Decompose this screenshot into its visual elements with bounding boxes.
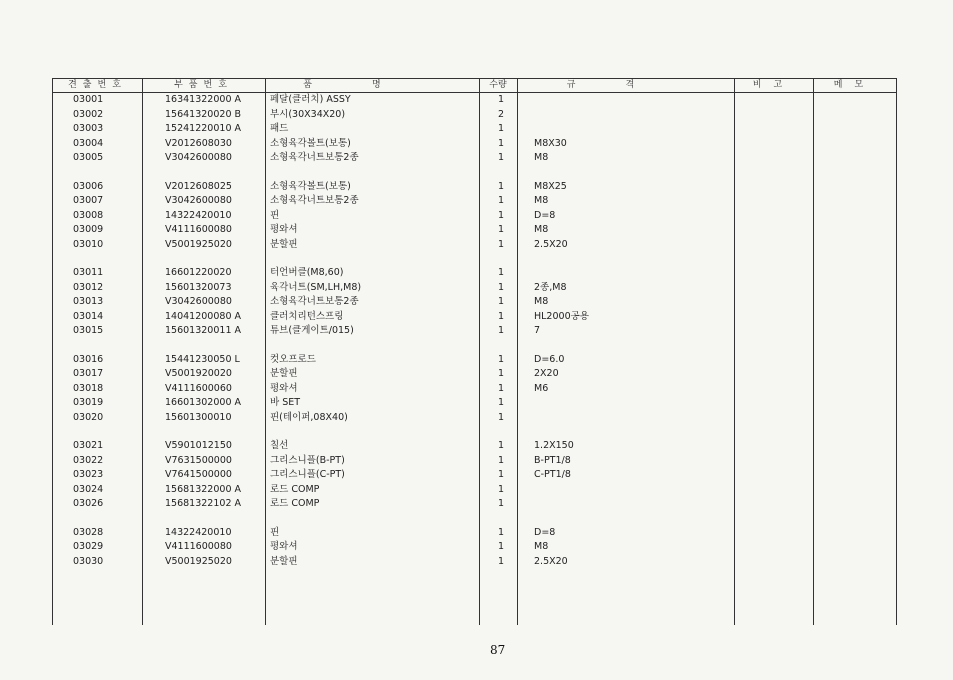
item-number: 03016 [73, 353, 104, 365]
item-number: 03029 [73, 541, 104, 552]
item-number: 03003 [73, 123, 104, 134]
part-name: 컷오프로드 [270, 353, 316, 365]
item-number: 03017 [73, 368, 104, 379]
table-row [53, 295, 896, 309]
quantity: 1 [497, 209, 505, 221]
specification: 1.2X150 [534, 440, 574, 451]
part-number: 14041200080 A [165, 310, 242, 322]
quantity: 1 [497, 353, 505, 365]
part-name: 칠선 [270, 440, 289, 451]
specification: M8 [534, 296, 549, 307]
table-row [53, 382, 896, 396]
part-number: 15601320011 A [165, 325, 242, 336]
part-name: 분할핀 [270, 368, 298, 379]
specification: M8 [534, 195, 549, 206]
item-number: 03004 [73, 137, 104, 149]
part-name: 핀(테이퍼,08X40) [270, 411, 348, 423]
item-number: 03021 [73, 440, 104, 451]
table-row [53, 353, 896, 367]
table-row [53, 266, 896, 280]
table-row [53, 194, 896, 208]
specification: 2종,M8 [534, 281, 567, 293]
quantity: 1 [497, 397, 505, 408]
item-number: 03023 [73, 469, 104, 480]
header-qty: 수량 [489, 80, 507, 90]
part-number: 15601300010 [165, 411, 232, 423]
specification: M8 [534, 541, 549, 552]
quantity: 1 [497, 541, 505, 552]
part-number: V2012608025 [165, 180, 232, 192]
part-name: 소형육각볼트(보통) [270, 180, 351, 192]
table-row [53, 137, 896, 151]
specification: M8 [534, 224, 549, 235]
quantity: 1 [497, 325, 505, 336]
table-row [53, 367, 896, 381]
part-name: 패드 [270, 123, 289, 134]
specification: M6 [534, 382, 549, 394]
part-name: 터언버클(M8,60) [270, 267, 344, 278]
item-number: 03024 [73, 483, 104, 495]
part-number: V7631500000 [165, 454, 232, 466]
specification: M8 [534, 152, 549, 163]
page-number: 87 [490, 643, 506, 657]
quantity: 1 [497, 310, 505, 322]
part-number: 15681322000 A [165, 483, 242, 495]
part-name: 그리스니플(B-PT) [270, 454, 345, 466]
part-name: 튜브(클게이트/015) [270, 325, 354, 336]
quantity: 1 [497, 382, 505, 394]
table-row [53, 310, 896, 324]
quantity: 1 [497, 296, 505, 307]
item-number: 03028 [73, 526, 104, 538]
table-row [53, 483, 896, 497]
table-row [53, 108, 896, 122]
header-memo: 메모 [833, 80, 876, 90]
specification: C-PT1/8 [534, 469, 571, 480]
table-row [53, 238, 896, 252]
table-row [53, 439, 896, 453]
specification: M8X30 [534, 137, 567, 149]
part-name: 바 SET [270, 397, 301, 408]
part-number: 16601302000 A [165, 397, 242, 408]
part-name: 핀 [270, 526, 280, 538]
part-name: 분할핀 [270, 238, 298, 250]
item-number: 03001 [73, 94, 104, 105]
part-name: 로드 COMP [270, 483, 320, 495]
item-number: 03007 [73, 195, 104, 206]
table-row [53, 122, 896, 136]
item-number: 03012 [73, 281, 104, 293]
item-number: 03014 [73, 310, 104, 322]
part-number: 15441230050 L [165, 353, 240, 365]
table-row [53, 324, 896, 338]
specification: D=8 [534, 526, 556, 538]
table-row [53, 411, 896, 425]
table-row [53, 468, 896, 482]
part-number: 15241220010 A [165, 123, 242, 134]
table-row [53, 540, 896, 554]
part-number: V4111600080 [165, 541, 232, 552]
specification: 2.5X20 [534, 238, 568, 250]
parts-table [52, 78, 897, 625]
quantity: 1 [497, 180, 505, 192]
part-number: V3042600080 [165, 195, 232, 206]
item-number: 03006 [73, 180, 104, 192]
quantity: 1 [497, 94, 505, 105]
part-name: 평와셔 [270, 224, 298, 235]
table-row [53, 497, 896, 511]
part-name: 소형육각너트보통2종 [270, 195, 359, 206]
quantity: 1 [497, 238, 505, 250]
part-number: V5001925020 [165, 238, 232, 250]
part-name: 소형육각너트보통2종 [270, 296, 359, 307]
item-number: 03022 [73, 454, 104, 466]
part-number: V3042600080 [165, 152, 232, 163]
part-name: 육각너트(SM,LH,M8) [270, 281, 362, 293]
item-number: 03005 [73, 152, 104, 163]
specification: B-PT1/8 [534, 454, 571, 466]
specification: M8X25 [534, 180, 567, 192]
part-name: 그리스니플(C-PT) [270, 469, 345, 480]
part-number: V3042600080 [165, 296, 232, 307]
item-number: 03013 [73, 296, 104, 307]
quantity: 1 [497, 123, 505, 134]
part-number: V4111600060 [165, 382, 232, 394]
quantity: 1 [497, 526, 505, 538]
item-number: 03018 [73, 382, 104, 394]
quantity: 1 [497, 137, 505, 149]
item-number: 03030 [73, 555, 104, 567]
part-name: 클러치리턴스프링 [270, 310, 344, 322]
table-row [53, 151, 896, 165]
table-row [53, 209, 896, 223]
quantity: 1 [497, 281, 505, 293]
part-number: 14322420010 [165, 526, 232, 538]
table-row [53, 93, 896, 107]
part-number: 16601220020 [165, 267, 232, 278]
header-item-no: 견출번호 [68, 80, 127, 90]
quantity: 1 [497, 454, 505, 466]
part-number: 15681322102 A [165, 498, 242, 509]
part-number: V2012608030 [165, 137, 232, 149]
table-row [53, 223, 896, 237]
item-number: 03019 [73, 397, 104, 408]
table-row [53, 396, 896, 410]
part-number: V5001925020 [165, 555, 232, 567]
item-number: 03009 [73, 224, 104, 235]
part-name: 핀 [270, 209, 280, 221]
quantity: 1 [497, 195, 505, 206]
quantity: 1 [497, 152, 505, 163]
item-number: 03008 [73, 209, 104, 221]
part-name: 소형육각너트보통2종 [270, 152, 359, 163]
part-name: 부시(30X34X20) [270, 108, 346, 120]
specification: D=6.0 [534, 353, 565, 365]
part-number: 16341322000 A [165, 94, 242, 105]
item-number: 03020 [73, 411, 104, 423]
specification: 2X20 [534, 368, 559, 379]
quantity: 1 [497, 224, 505, 235]
quantity: 2 [497, 108, 505, 120]
header-name: 품명 [303, 80, 441, 90]
part-number: 14322420010 [165, 209, 232, 221]
header-part-no: 부품번호 [174, 80, 233, 90]
quantity: 1 [497, 555, 505, 567]
part-name: 로드 COMP [270, 498, 320, 509]
part-name: 평와셔 [270, 382, 298, 394]
specification: D=8 [534, 209, 556, 221]
item-number: 03010 [73, 238, 104, 250]
quantity: 1 [497, 498, 505, 509]
quantity: 1 [497, 368, 505, 379]
table-row [53, 180, 896, 194]
specification: 7 [534, 325, 541, 336]
part-name: 소형육각볼트(보통) [270, 137, 351, 149]
part-number: V4111600080 [165, 224, 232, 235]
header-remark: 비고 [752, 80, 795, 90]
table-row [53, 281, 896, 295]
header-spec: 규격 [566, 80, 685, 90]
quantity: 1 [497, 440, 505, 451]
quantity: 1 [497, 267, 505, 278]
specification: 2.5X20 [534, 555, 568, 567]
part-number: 15601320073 [165, 281, 232, 293]
part-number: V7641500000 [165, 469, 232, 480]
table-row [53, 555, 896, 569]
part-number: 15641320020 B [165, 108, 242, 120]
part-name: 분할핀 [270, 555, 298, 567]
specification: HL2000공용 [534, 310, 589, 322]
table-row [53, 454, 896, 468]
quantity: 1 [497, 483, 505, 495]
item-number: 03026 [73, 498, 104, 509]
quantity: 1 [497, 411, 505, 423]
quantity: 1 [497, 469, 505, 480]
part-number: V5901012150 [165, 440, 232, 451]
item-number: 03015 [73, 325, 104, 336]
part-name: 평와셔 [270, 541, 298, 552]
part-number: V5001920020 [165, 368, 232, 379]
item-number: 03011 [73, 267, 104, 278]
part-name: 페달(클러치) ASSY [270, 94, 351, 105]
item-number: 03002 [73, 108, 104, 120]
table-row [53, 526, 896, 540]
